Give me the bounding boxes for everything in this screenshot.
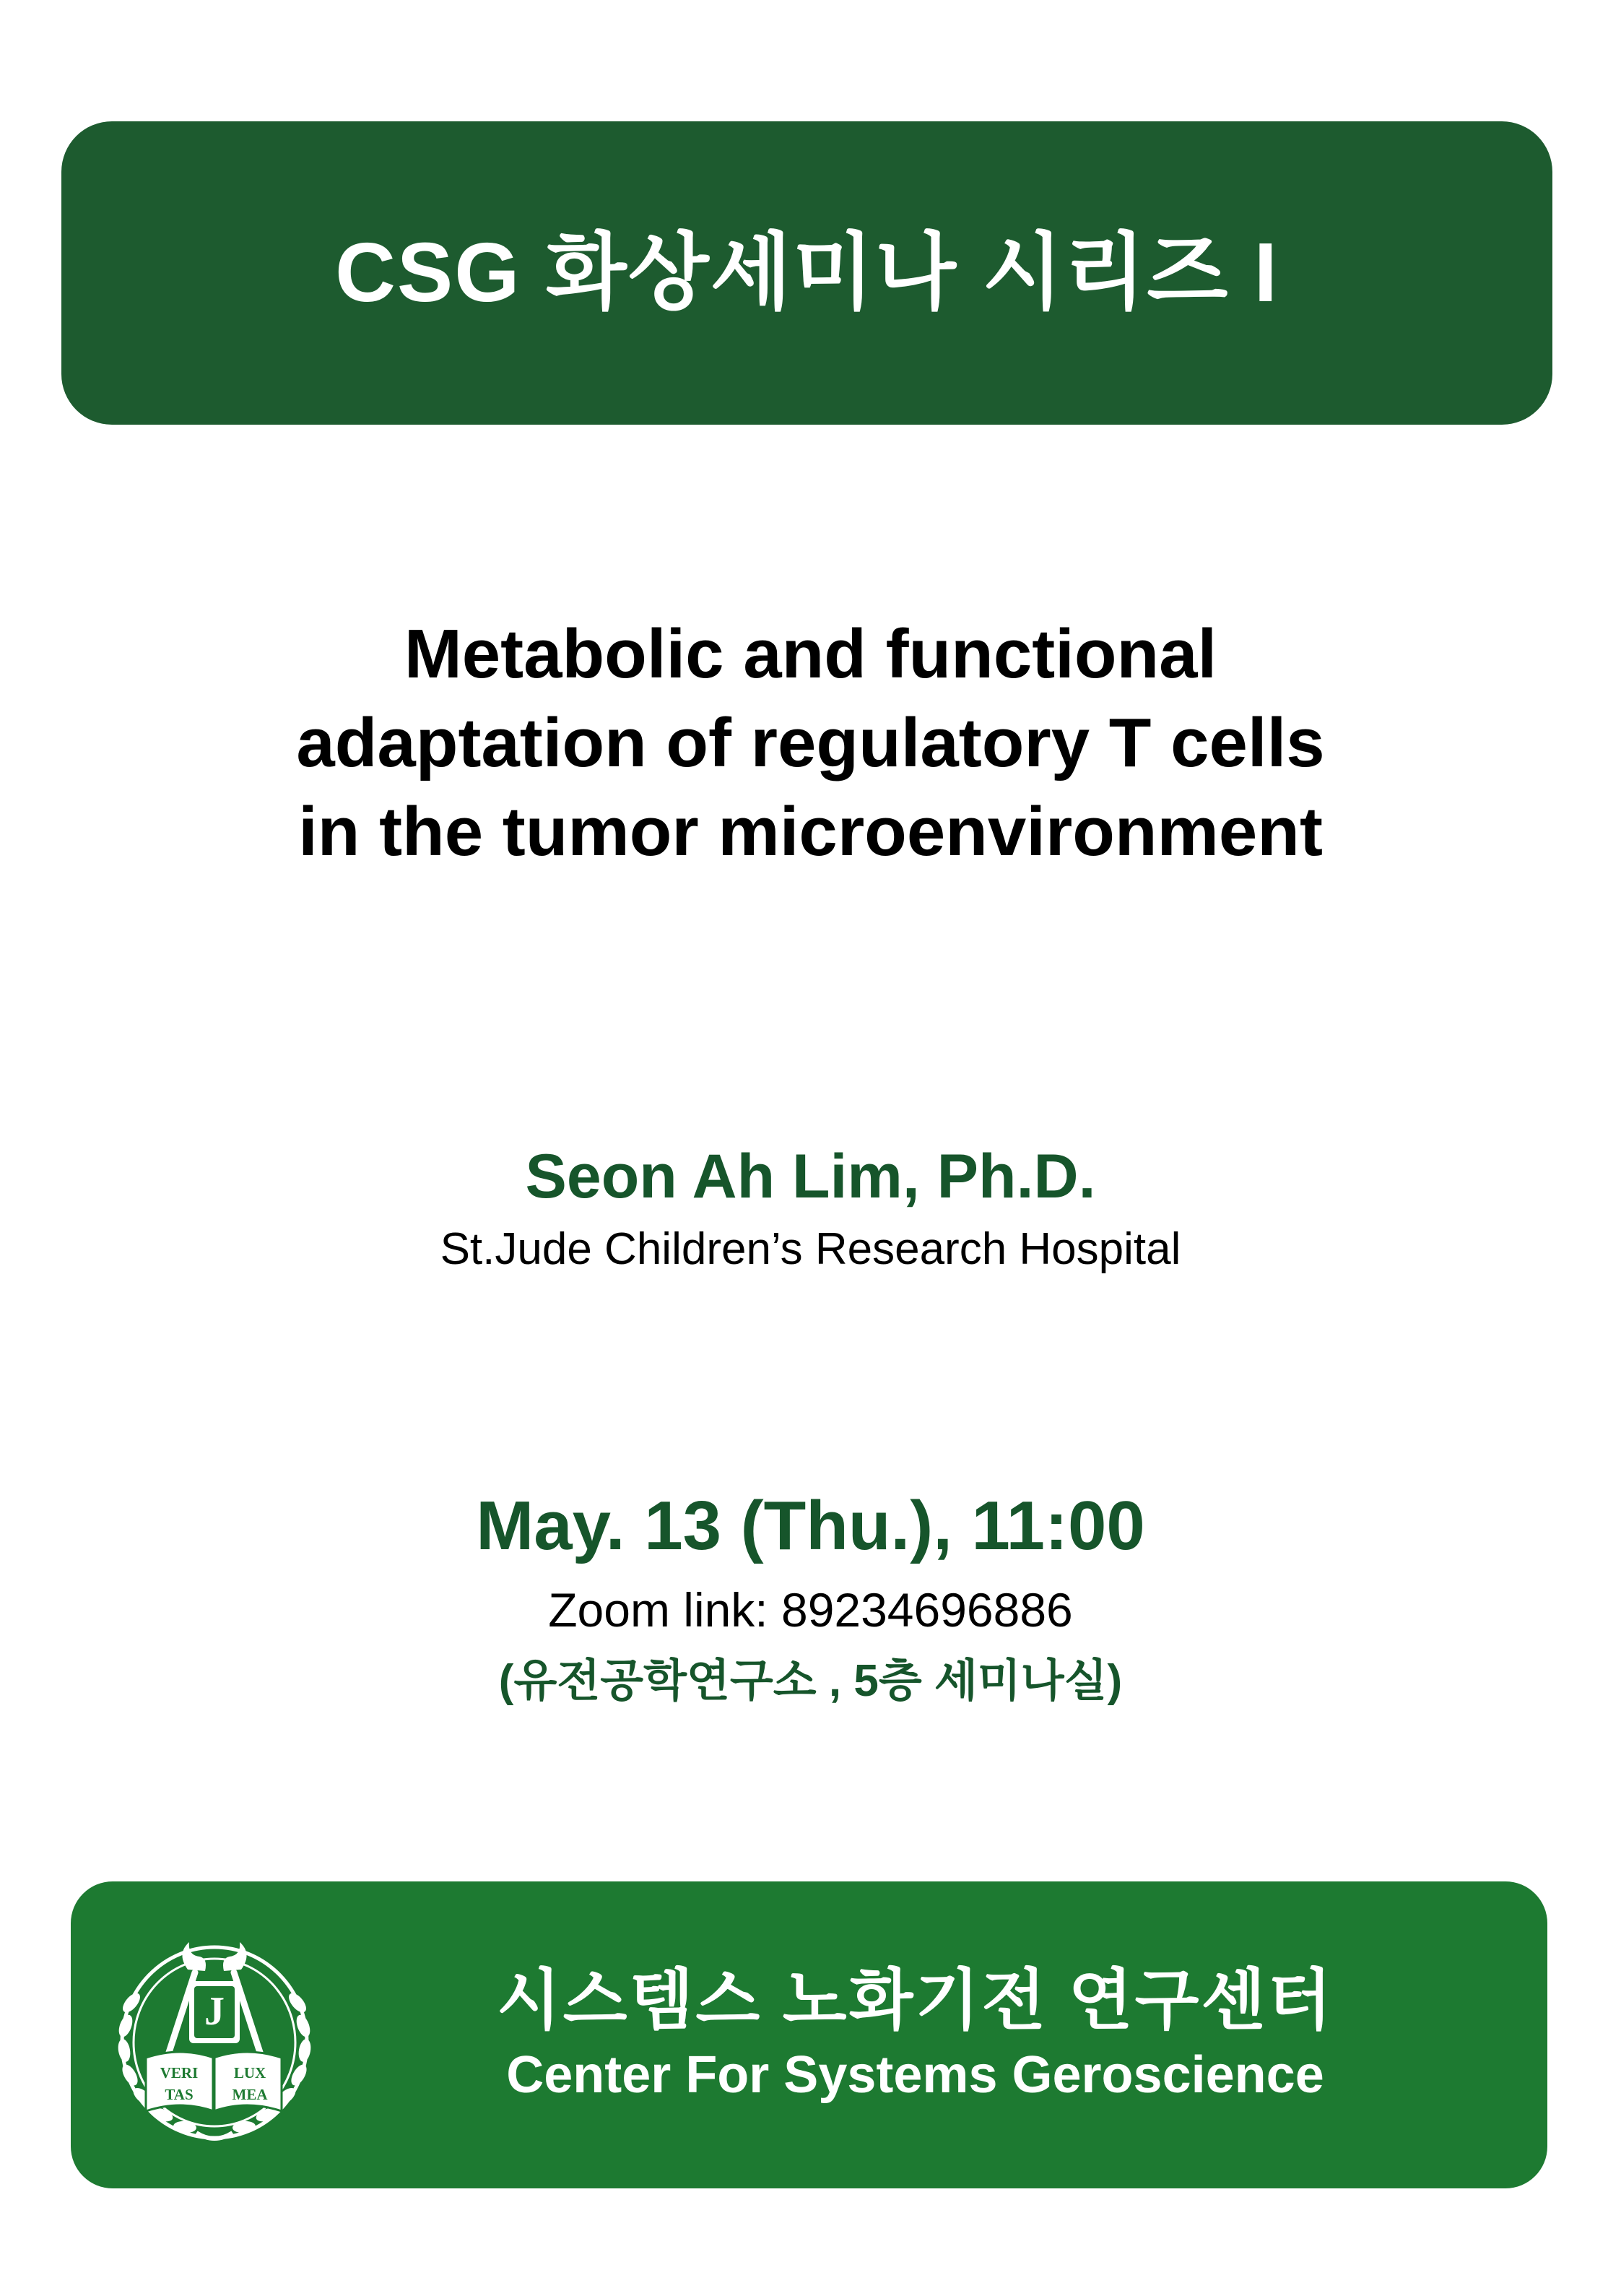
university-crest-icon <box>103 1916 326 2154</box>
talk-title-line-1: Metabolic and functional <box>404 615 1217 693</box>
header-banner <box>61 121 1552 425</box>
center-name-english: Center For Systems Geroscience <box>506 2046 1324 2105</box>
speaker-affiliation: St.Jude Children’s Research Hospital <box>440 1223 1181 1274</box>
seminar-series-title: CSG 화상세미나 시리즈 I <box>335 225 1279 320</box>
schedule-block <box>79 1484 1542 1709</box>
talk-title-line-3: in the tumor microenvironment <box>298 792 1323 870</box>
center-name-korean: 시스템스 노화기전 연구센터 <box>496 1964 1334 2038</box>
speaker-block <box>79 1141 1542 1276</box>
footer-banner <box>71 1881 1547 2188</box>
crest-motto-lux: LUX <box>233 2063 266 2081</box>
crest-motto-tas: TAS <box>165 2085 194 2103</box>
crest-motto-mea: MEA <box>232 2085 268 2103</box>
footer-text-block <box>326 1963 1547 2106</box>
zoom-link[interactable]: Zoom link: 89234696886 <box>548 1583 1073 1637</box>
svg-text:J: J <box>204 1988 225 2034</box>
crest-motto-veri: VERI <box>160 2063 199 2081</box>
speaker-name: Seon Ah Lim, Ph.D. <box>525 1142 1096 1211</box>
seminar-date: May. 13 (Thu.), 11:00 <box>476 1487 1145 1564</box>
talk-title-line-2: adaptation of regulatory T cells <box>296 703 1325 781</box>
venue: (유전공학연구소 , 5층 세미나실) <box>498 1656 1123 1707</box>
talk-title <box>79 610 1542 877</box>
